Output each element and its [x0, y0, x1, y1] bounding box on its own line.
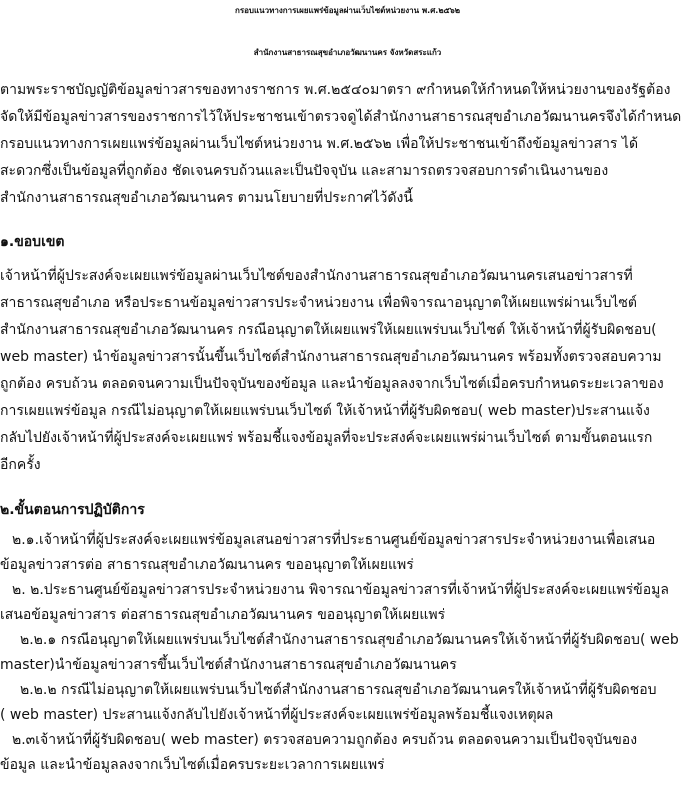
section-1-line: ถูกต้อง ครบถ้วน ตลอดจนความเป็นปัจจุบันของข้อมูล และนำข้อมูลลงจากเว็บไซต์เมื่อครบกำหนดระยะเวลาของ — [0, 376, 664, 392]
document-title: กรอบแนวทางการเผยแพร่ข้อมูลผ่านเว็บไซต์หน่วยงาน พ.ศ.๒๕๖๒ — [234, 6, 460, 15]
intro-line: สะดวกซึ่งเป็นข้อมูลที่ถูกต้อง ชัดเจนครบถ้วนและเป็นปัจจุบัน และสามารถตรวจสอบการดำเนินงานของ — [0, 163, 609, 179]
section-2-line: ข้อมูลข่าวสารต่อ สาธารณสุขอำเภอวัฒนานคร ขออนุญาตให้เผยแพร่ — [0, 557, 414, 573]
section-2-line: ๒. ๒.ประธานศูนย์ข้อมูลข่าวสารประจำหน่วยงาน พิจารณาข้อมูลข่าวสารที่เจ้าหน้าที่ผู้ประสงค์จะเผยแพร่ข้อมูล — [12, 582, 669, 598]
section-1-line: การเผยแพร่ข้อมูล กรณีไม่อนุญาตให้เผยแพร่บนเว็บไซต์ ให้เจ้าหน้าที่ผู้รับผิดชอบ( web master)ประสานแจ้ง — [0, 403, 650, 419]
section-2-heading: ๒.ขั้นตอนการปฏิบัติการ — [0, 502, 145, 518]
intro-line: จัดให้มีข้อมูลข่าวสารของราชการไว้ให้ประชาชนเข้าตรวจดูได้สำนักงานสาธารณสุขอำเภอวัฒนานครจึงได้กำหนด — [0, 109, 682, 125]
section-1-line: สาธารณสุขอำเภอ หรือประธานข้อมูลข่าวสารประจำหน่วยงาน เพื่อพิจารณาอนุญาตให้เผยแพร่ผ่านเว็บไซต์ — [0, 295, 637, 311]
intro-line: สำนักงานสาธารณสุขอำเภอวัฒนานคร ตามนโยบายที่ประกาศไว้ดังนี้ — [0, 190, 413, 206]
section-1-line: สำนักงานสาธารณสุขอำเภอวัฒนานคร กรณีอนุญาตให้เผยแพร่ให้เผยแพร่บนเว็บไซต์ ให้เจ้าหน้าที่ผู้รับผิดชอบ( — [0, 322, 657, 338]
section-2-line: ๒.๒.๑ กรณีอนุญาตให้เผยแพร่บนเว็บไซต์สำนักงานสาธารณสุขอำเภอวัฒนานครให้เจ้าหน้าที่ผู้รับผิดชอบ( web — [20, 632, 679, 648]
section-2-line: ข้อมูล และนำข้อมูลลงจากเว็บไซต์เมื่อครบระยะเวลาการเผยแพร่ — [0, 757, 385, 773]
section-1-line: เจ้าหน้าที่ผู้ประสงค์จะเผยแพร่ข้อมูลผ่านเว็บไซต์ของสำนักงานสาธารณสุขอำเภอวัฒนานครเสนอข่าวสารที่ — [0, 268, 633, 284]
section-1-line: web master) นำข้อมูลข่าวสารนั้นขึ้นเว็บไซต์สำนักงานสาธารณสุขอำเภอวัฒนานคร พร้อมทั้งตรวจสอบความ — [0, 349, 662, 365]
section-2-line: ๒.๑.เจ้าหน้าที่ผู้ประสงค์จะเผยแพร่ข้อมูลเสนอข่าวสารที่ประธานศูนย์ข้อมูลข่าวสารประจำหน่วยงานเพื่อเสนอ — [12, 532, 656, 548]
section-1-heading: ๑.ขอบเขต — [0, 234, 65, 250]
section-2-line: ๒.๒.๒ กรณีไม่อนุญาตให้เผยแพร่บนเว็บไซต์สำนักงานสาธารณสุขอำเภอวัฒนานครให้เจ้าหน้าที่ผู้รับผิดชอบ — [20, 682, 657, 698]
intro-line: ตามพระราชบัญญัติข้อมูลข่าวสารของทางราชการ พ.ศ.๒๕๔๐มาตรา ๙กำหนดให้กำหนดให้หน่วยงานของรัฐต้อง — [0, 82, 671, 98]
section-2-line: เสนอข้อมูลข่าวสาร ต่อสาธารณสุขอำเภอวัฒนานคร ขออนุญาตให้เผยแพร่ — [0, 607, 446, 623]
section-2-line: ๒.๓เจ้าหน้าที่ผู้รับผิดชอบ( web master) ตรวจสอบความถูกต้อง ครบถ้วน ตลอดจนความเป็นปัจจุบันของ — [12, 732, 638, 748]
section-2-line: ( web master) ประสานแจ้งกลับไปยังเจ้าหน้าที่ผู้ประสงค์จะเผยแพร่ข้อมูลพร้อมชี้แจงเหตุผล — [0, 707, 554, 723]
section-1-line: อีกครั้ง — [0, 457, 41, 473]
section-2-line: master)นำข้อมูลข่าวสารขึ้นเว็บไซต์สำนักงานสาธารณสุขอำเภอวัฒนานคร — [0, 657, 457, 673]
document-subtitle: สำนักงานสาธารณสุขอำเภอวัฒนานคร จังหวัดสระแก้ว — [253, 48, 442, 57]
section-1-line: กลับไปยังเจ้าหน้าที่ผู้ประสงค์จะเผยแพร่ พร้อมชี้แจงข้อมูลที่จะประสงค์จะเผยแพร่ผ่านเว็บไซต์ ตามขั้นตอนแรก — [0, 430, 653, 446]
intro-line: กรอบแนวทางการเผยแพร่ข้อมูลผ่านเว็บไซต์หน่วยงาน พ.ศ.๒๕๖๒ เพื่อให้ประชาชนเข้าถึงข้อมูลข่าวสาร ได้ — [0, 136, 639, 152]
